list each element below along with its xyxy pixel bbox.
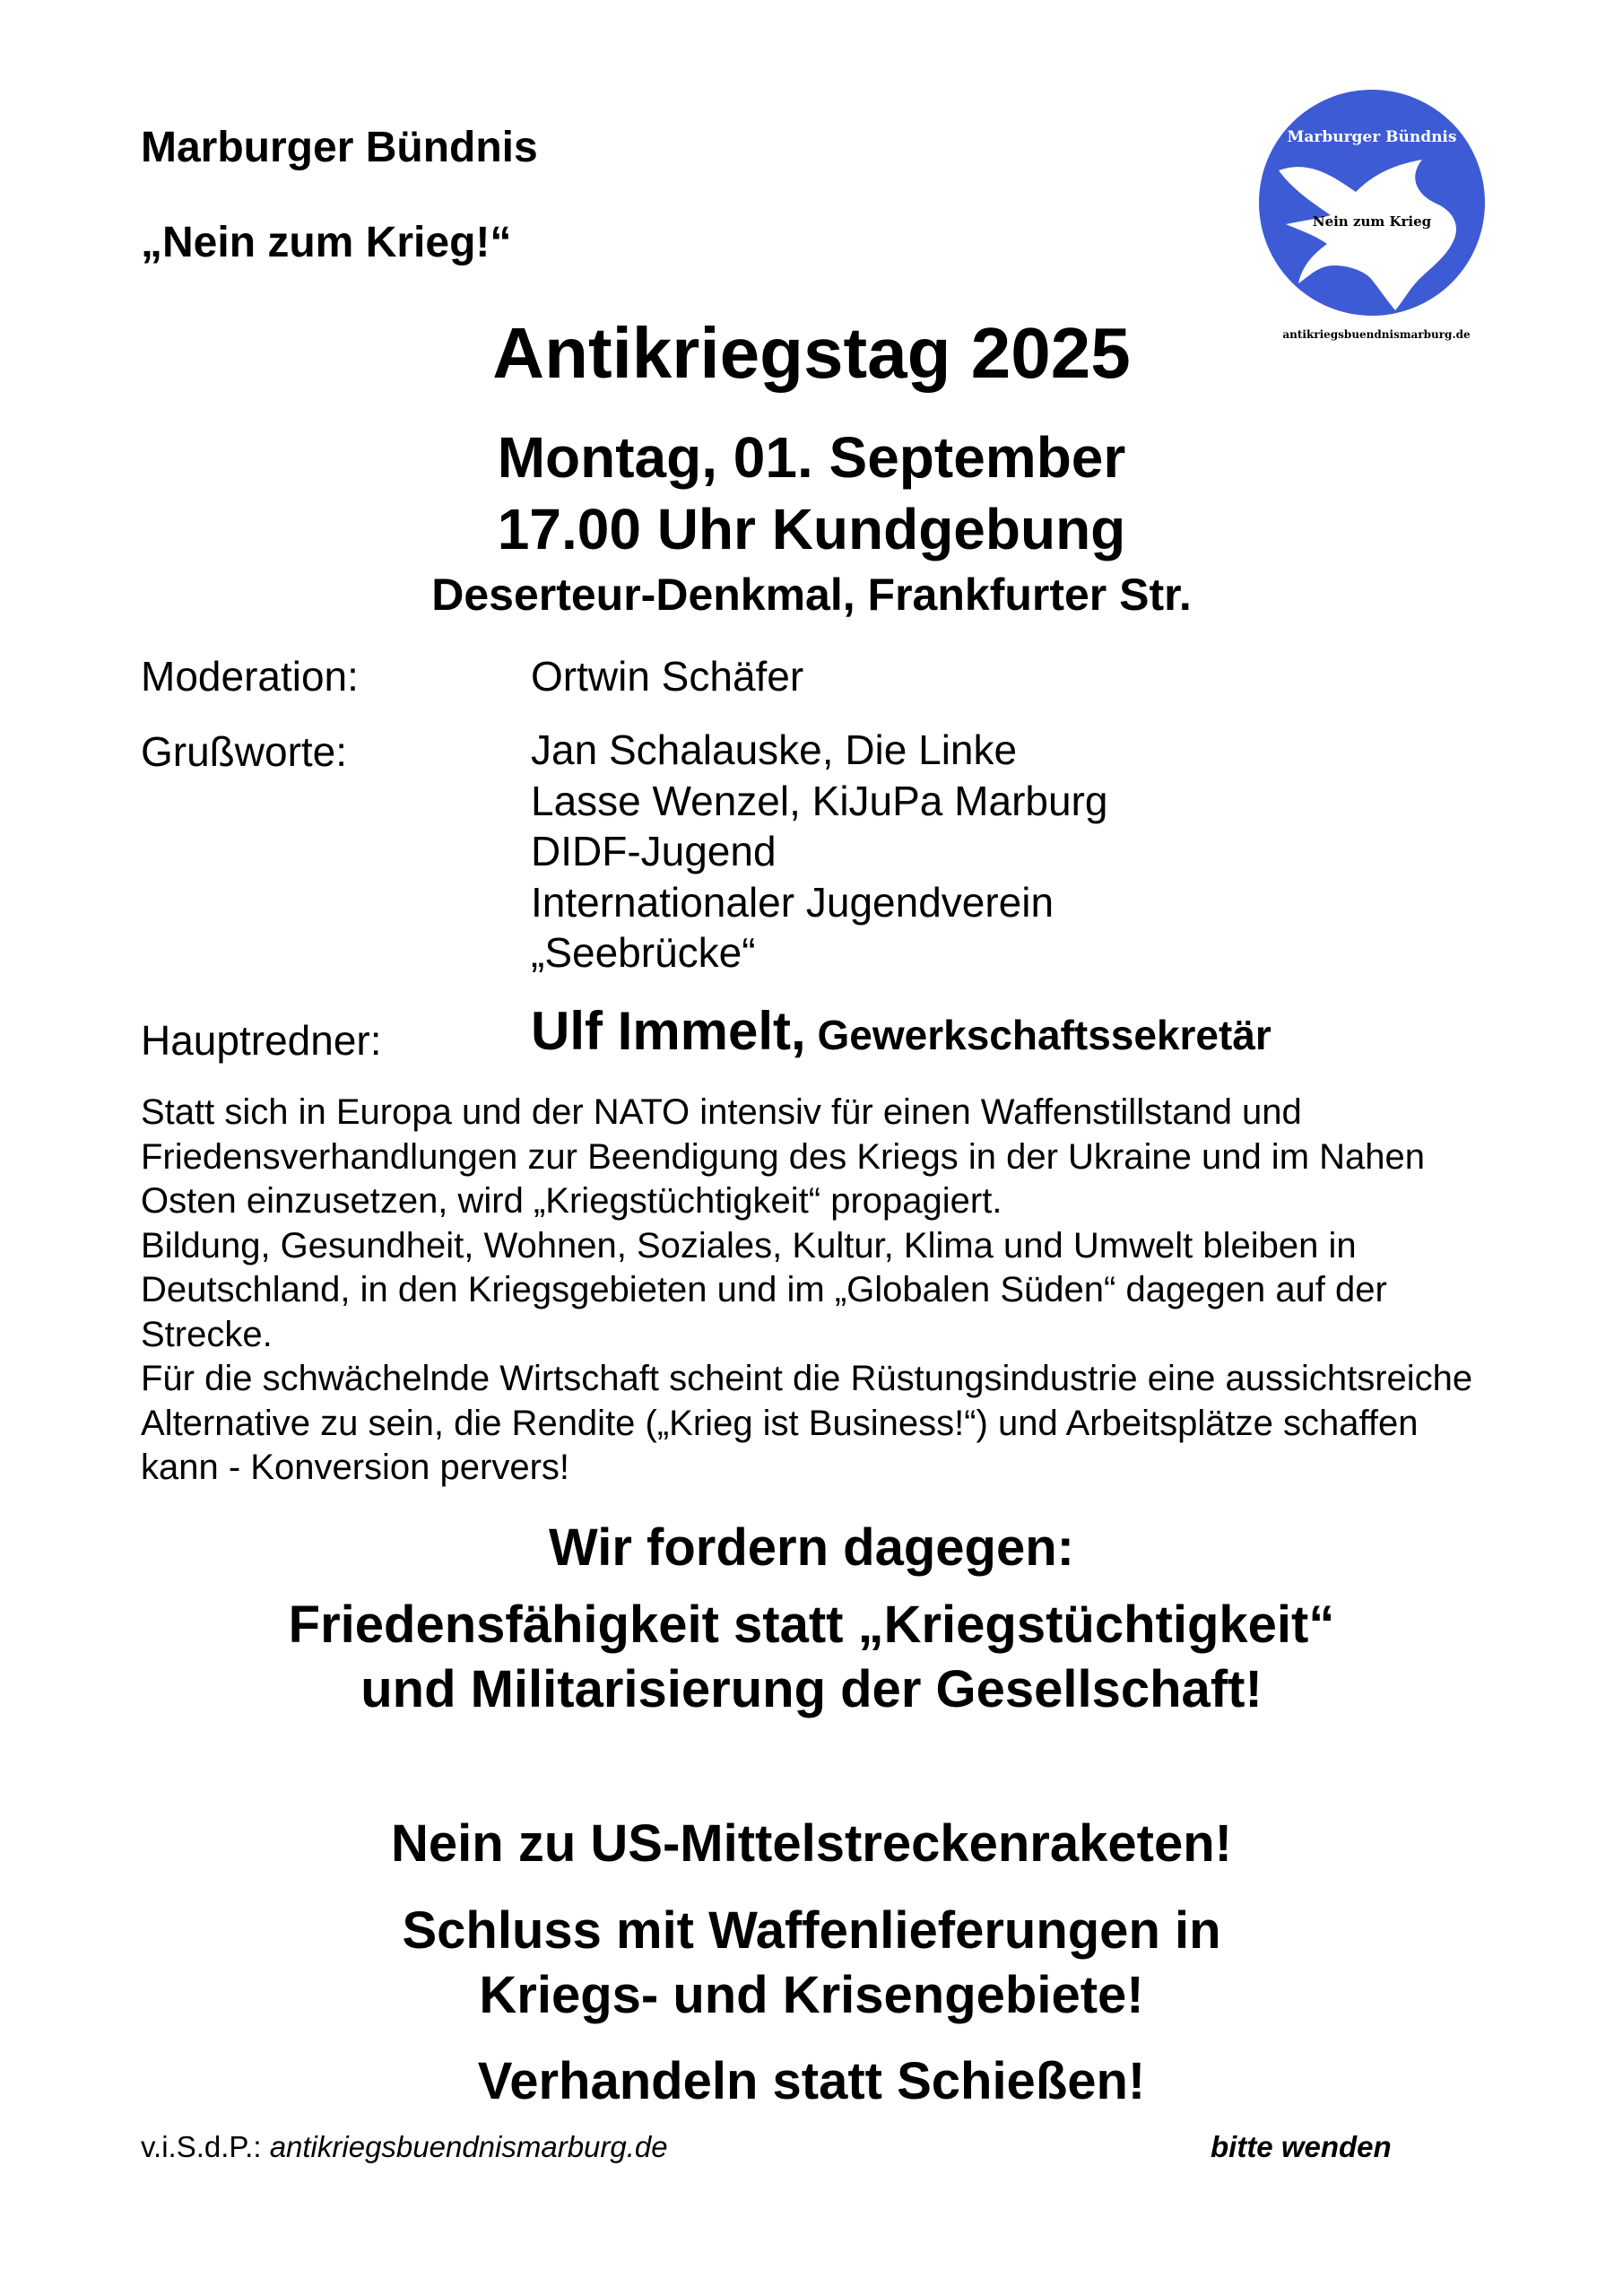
event-date: Montag, 01. September — [497, 425, 1126, 490]
event-time: 17.00 Uhr Kundgebung — [497, 497, 1126, 561]
speaker-name: Ulf Immelt, — [531, 1001, 806, 1061]
greetings-list — [531, 725, 1107, 978]
turn-over-note: bitte wenden — [1211, 2130, 1392, 2163]
organization-slogan: „Nein zum Krieg!“ — [141, 219, 512, 266]
imprint-label: v.i.S.d.P.: — [141, 2130, 262, 2163]
greeting-item: Jan Schalauske, Die Linke — [531, 726, 1018, 773]
footer-imprint — [141, 2130, 668, 2164]
body-text — [141, 1091, 1504, 1491]
organization-name: Marburger Bündnis — [141, 124, 538, 171]
demand-item: Nein zu US-Mittelstreckenraketen! — [391, 1814, 1232, 1873]
greeting-item: Lasse Wenzel, KiJuPa Marburg — [531, 777, 1108, 824]
demands-heading: Wir fordern dagegen: — [549, 1518, 1074, 1577]
moderation-label: Moderation: — [141, 653, 359, 700]
speaker-label: Hauptredner: — [141, 1017, 382, 1064]
moderation-name: Ortwin Schäfer — [531, 653, 804, 700]
greetings-label: Grußworte: — [141, 728, 348, 775]
logo-center-text: Nein zum Krieg — [1312, 213, 1432, 230]
body-paragraph: Für die schwächelnde Wirtschaft scheint die Rüstungsindustrie eine aussichtsreiche Alternative zu sein, die Rendite („Krieg ist Business!“) und Arbeitsplätze schaffen kann - Konversion pervers! — [141, 1359, 1473, 1487]
event-place: Deserteur-Denkmal, Frankfurter Str. — [431, 570, 1192, 620]
imprint-website[interactable]: antikriegsbuendnismarburg.de — [269, 2130, 668, 2163]
body-paragraph: Statt sich in Europa und der NATO intensiv für einen Waffenstillstand und Friedensverhandlungen zur Beendigung des Kriegs in der Ukraine und im Nahen Osten einzusetzen, wird „Kriegstüchtigkeit“ propagiert. — [141, 1092, 1425, 1221]
speaker-line — [531, 1001, 1271, 1061]
event-title: Antikriegstag 2025 — [492, 313, 1131, 393]
logo-top-text: Marburger Bündnis — [1287, 128, 1457, 146]
demand-item: Friedensfähigkeit statt „Kriegstüchtigkeit“ und Militarisierung der Gesellschaft! — [288, 1596, 1335, 1718]
logo-url-text: antikriegsbuendnismarburg.de — [1282, 328, 1471, 341]
demand-item: Schluss mit Waffenlieferungen in Kriegs- und Krisengebiete! — [402, 1901, 1221, 2024]
greeting-item: „Seebrücke“ — [531, 929, 756, 976]
greeting-item: Internationaler Jugendverein — [531, 878, 1055, 926]
greeting-item: DIDF-Jugend — [531, 828, 777, 874]
body-paragraph: Bildung, Gesundheit, Wohnen, Soziales, Kultur, Klima und Umwelt bleiben in Deutschland, in den Kriegsgebieten und im „Globalen Süden“ dagegen auf der Strecke. — [141, 1225, 1387, 1354]
speaker-role: Gewerkschaftssekretär — [817, 1012, 1271, 1058]
demand-item: Verhandeln statt Schießen! — [477, 2052, 1146, 2110]
